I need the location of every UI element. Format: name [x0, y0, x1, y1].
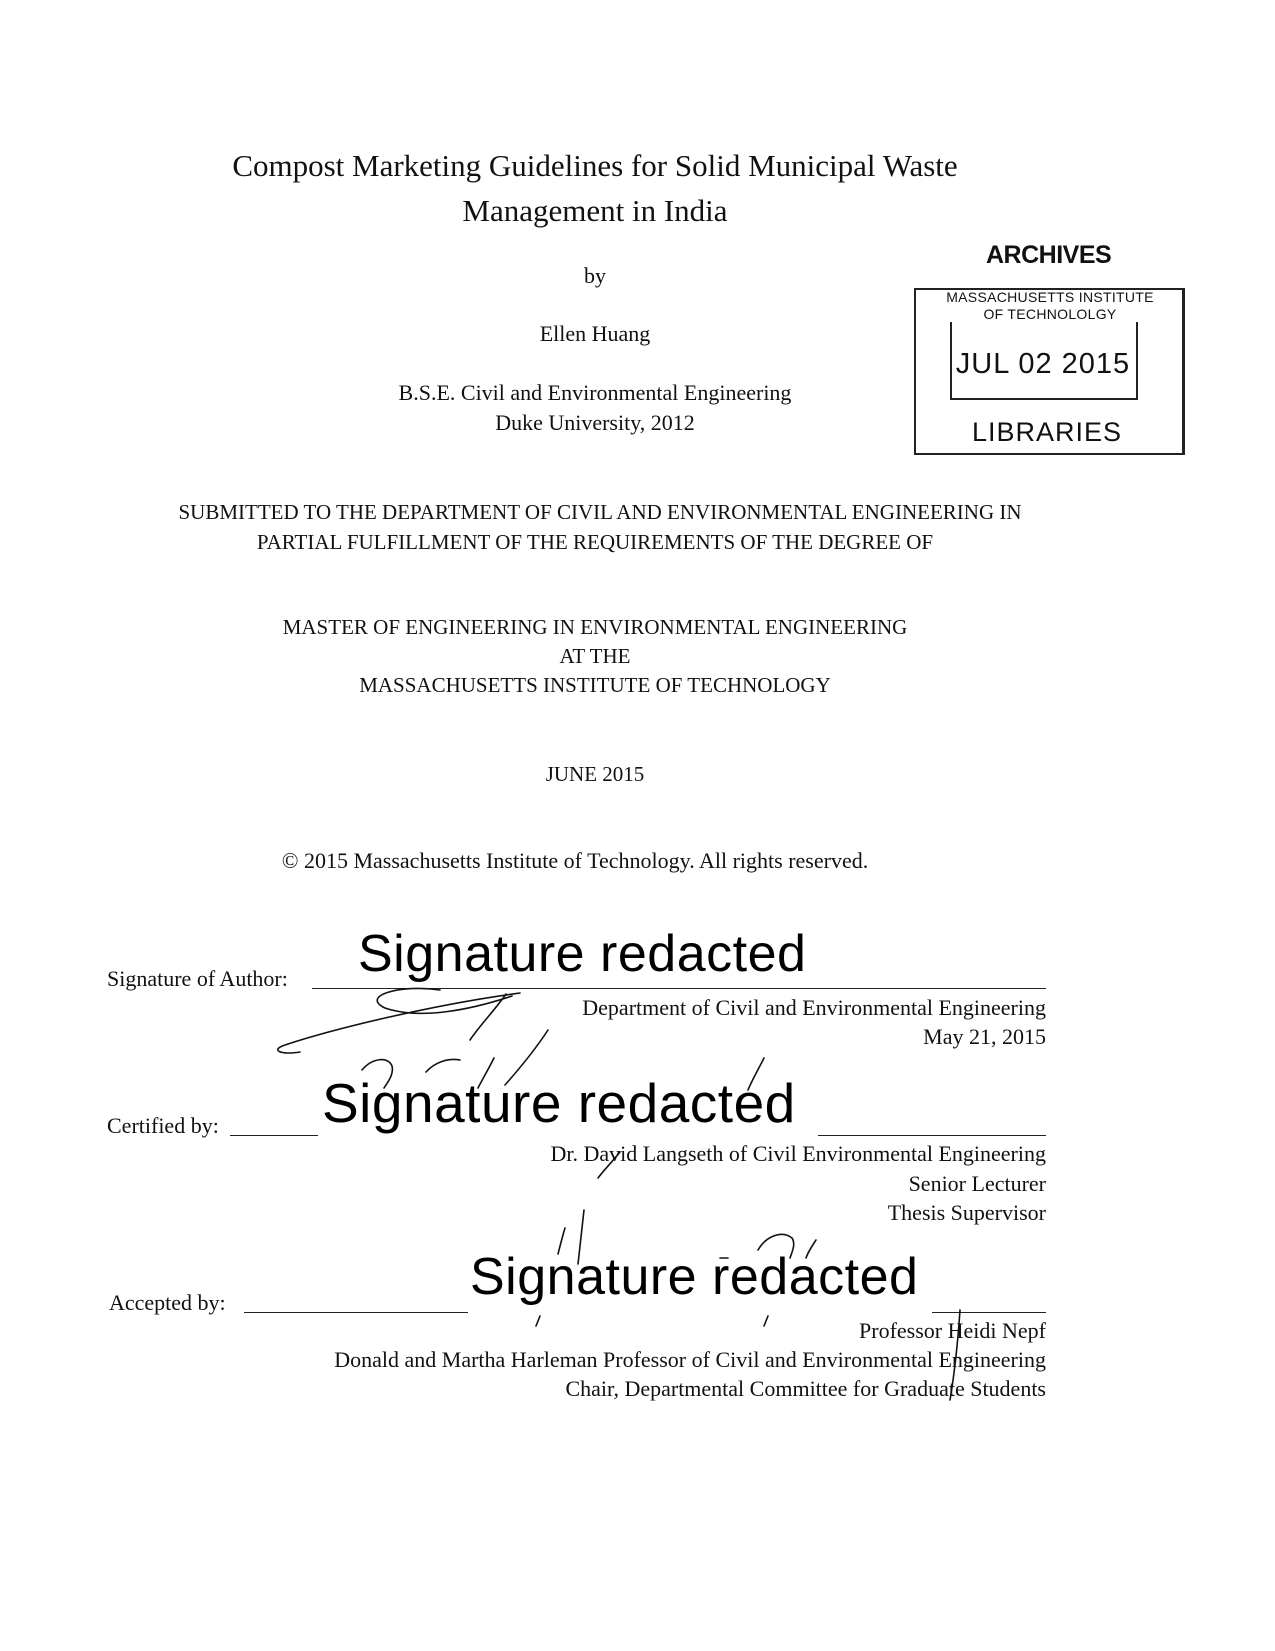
library-stamp [914, 286, 1184, 457]
certified-signature-line-right [818, 1135, 1046, 1136]
copyright-notice: © 2015 Massachusetts Institute of Technology. All rights reserved. [281, 848, 869, 873]
accepted-signature-line-right [932, 1312, 1046, 1313]
accepted-by-label: Accepted by: [109, 1290, 226, 1315]
author-department: Department of Civil and Environmental Engineering [582, 995, 1046, 1020]
degree-line2: AT THE [559, 644, 631, 668]
archives-stamp-label: ARCHIVES [986, 241, 1112, 269]
certified-signature-line-left [230, 1135, 318, 1136]
prior-degree-line1: B.S.E. Civil and Environmental Engineering [398, 380, 792, 405]
author-signature-redacted: Signature redacted [358, 925, 807, 983]
author-name: Ellen Huang [539, 321, 651, 346]
certified-signature-redacted: Signature redacted [322, 1072, 796, 1134]
stamp-institution-line1: MASSACHUSETTS INSTITUTE [946, 289, 1154, 305]
prior-degree-line2: Duke University, 2012 [495, 410, 695, 435]
degree-line3: MASSACHUSETTS INSTITUTE OF TECHNOLOGY [359, 673, 831, 697]
committee-chair-name: Professor Heidi Nepf [859, 1318, 1046, 1343]
submission-line2: PARTIAL FULFILLMENT OF THE REQUIREMENTS OF THE DEGREE OF [256, 530, 934, 554]
supervisor-name: Dr. David Langseth of Civil Environmental Engineering [550, 1141, 1046, 1166]
degree-line1: MASTER OF ENGINEERING IN ENVIRONMENTAL ENGINEERING [282, 615, 908, 639]
thesis-title-line2: Management in India [462, 193, 728, 228]
committee-chair-role: Chair, Departmental Committee for Graduate Students [565, 1376, 1046, 1401]
stamp-libraries: LIBRARIES [971, 417, 1123, 447]
supervisor-role: Thesis Supervisor [887, 1200, 1046, 1225]
author-signature-line [312, 988, 1046, 989]
submission-date: JUNE 2015 [545, 762, 645, 786]
thesis-title-line1: Compost Marketing Guidelines for Solid Municipal Waste [232, 148, 958, 183]
accepted-signature-line-left [244, 1312, 468, 1313]
author-signature-date: May 21, 2015 [923, 1024, 1046, 1049]
by-label: by [584, 263, 606, 288]
supervisor-title: Senior Lecturer [908, 1171, 1046, 1196]
certified-by-label: Certified by: [107, 1113, 219, 1138]
author-signature-label: Signature of Author: [107, 966, 288, 991]
stamp-date: JUL 02 2015 [955, 348, 1131, 380]
committee-chair-title: Donald and Martha Harleman Professor of Civil and Environmental Engineering [334, 1347, 1046, 1372]
submission-line1: SUBMITTED TO THE DEPARTMENT OF CIVIL AND ENVIRONMENTAL ENGINEERING IN [178, 500, 1022, 524]
stamp-institution-line2: OF TECHNOLOLGY [983, 306, 1117, 322]
accepted-signature-redacted: Signature redacted [470, 1248, 919, 1306]
